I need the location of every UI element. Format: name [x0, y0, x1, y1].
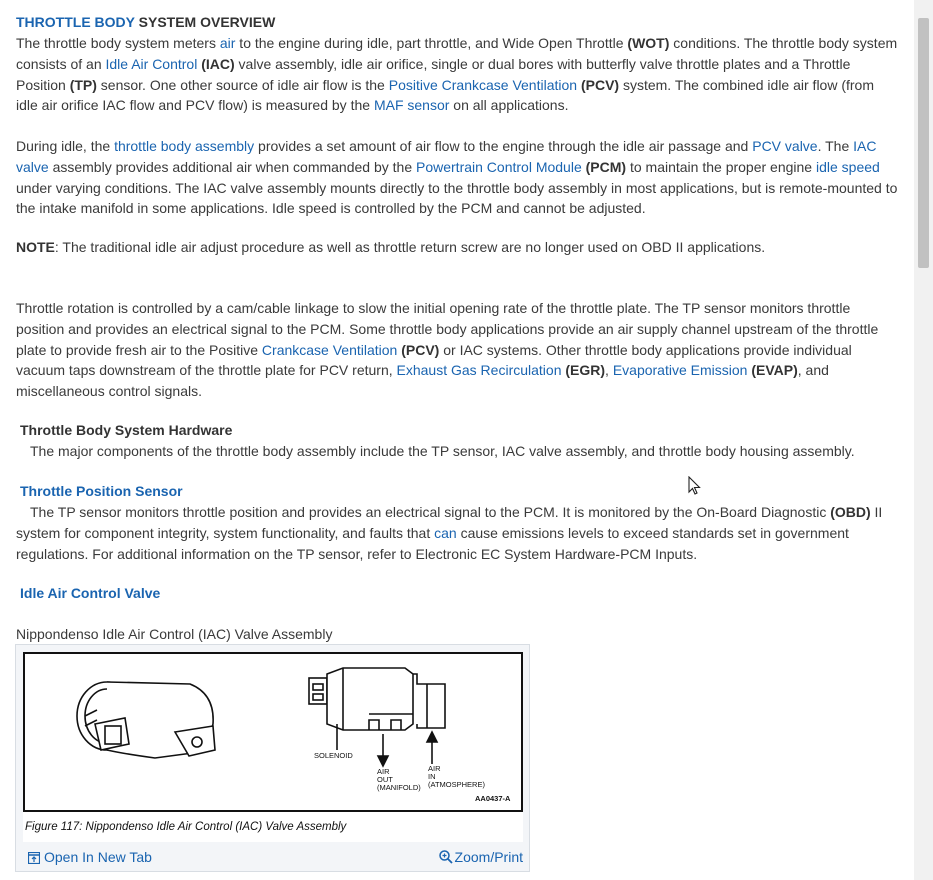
air-link[interactable]: air	[219, 35, 236, 51]
note-label: NOTE	[16, 239, 55, 255]
idle-air-control-link[interactable]: Idle Air Control	[105, 55, 198, 72]
label-air-out-3: (MANIFOLD)	[377, 783, 421, 792]
figure-title: Nippondenso Idle Air Control (IAC) Valve Assembly	[16, 626, 333, 642]
idle-paragraph	[16, 136, 898, 219]
label-solenoid: SOLENOID	[314, 751, 353, 760]
text: to the engine during idle, part throttle, and Wide Open Throttle	[235, 35, 628, 51]
maf-sensor-link[interactable]: MAF sensor	[373, 97, 450, 114]
hardware-paragraph: The major components of the throttle body assembly include the TP sensor, IAC valve assembly, and throttle body housing assembly.	[30, 443, 855, 459]
evap-link[interactable]: Evaporative Emission	[612, 362, 748, 379]
zoom-print-button[interactable]	[439, 845, 523, 869]
iac-valve-link[interactable]: IAC valve	[16, 138, 877, 175]
open-in-new-tab-label: Open In New Tab	[44, 849, 152, 865]
note-text: : The traditional idle air adjust procedure as well as throttle return screw are no longer used on OBD II applications.	[54, 239, 766, 255]
abbr-pcv: (PCV)	[577, 76, 620, 93]
mouse-pointer-icon	[688, 476, 702, 496]
hardware-heading: Throttle Body System Hardware	[20, 422, 233, 438]
abbr-wot: (WOT)	[627, 35, 670, 51]
text: ,	[605, 362, 613, 379]
text: provides a set amount of air flow to the engine through the idle air passage and	[254, 138, 753, 154]
tps-heading[interactable]: Throttle Position Sensor	[20, 483, 183, 499]
vertical-scrollbar[interactable]	[914, 0, 933, 880]
tps-paragraph	[16, 502, 898, 564]
overview-paragraph	[16, 33, 898, 116]
text: to maintain the proper engine	[626, 158, 816, 175]
text: or IAC systems. Other throttle body applications provide individual vacuum taps downstream of the throttle plate for PCV return,	[16, 341, 852, 379]
throttle-body-assembly-link[interactable]: throttle body assembly	[114, 138, 255, 154]
label-air-out-2: OUT	[377, 775, 393, 784]
page-title	[16, 12, 275, 33]
text: , and miscellaneous control signals.	[16, 362, 829, 400]
throttle-rotation-paragraph	[16, 298, 898, 402]
pcm-link[interactable]: Powertrain Control Module	[416, 158, 582, 175]
open-new-tab-icon	[28, 852, 40, 864]
abbr-egr: (EGR)	[561, 362, 606, 379]
scrollbar-thumb[interactable]	[918, 18, 929, 268]
iac-heading[interactable]: Idle Air Control Valve	[20, 585, 161, 601]
label-air-in-2: IN	[428, 772, 436, 781]
abbr-evap: (EVAP)	[747, 362, 798, 379]
zoom-in-icon	[439, 850, 453, 864]
can-link[interactable]: can	[434, 524, 457, 541]
abbr-pcm: (PCM)	[581, 158, 627, 175]
label-air-in-3: (ATMOSPHERE)	[428, 780, 485, 789]
pcv-link[interactable]: Positive Crankcase Ventilation	[388, 76, 578, 93]
text: under varying conditions. The IAC valve assembly mounts directly to the throttle body assembly in most applications, but is remote-mounted to the intake manifold in some applications. Idle speed is controlled by the PCM and cannot be adjusted.	[16, 179, 898, 217]
text: system. The combined idle air flow (from idle air orifice IAC flow and PCV flow) is measured by the	[16, 76, 875, 114]
text: II system for component integrity, system functionality, and faults that	[16, 504, 883, 541]
abbr-tp: (TP)	[69, 76, 97, 93]
figure-container	[15, 644, 530, 872]
text: Throttle rotation is controlled by a cam/cable linkage to slow the initial opening rate of the throttle plate. The TP sensor monitors throttle position and provides an electrical signal to the PCM. Some throttle body applications provide an air supply channel upstream of the throttle plate to provide fresh air to the Positive	[16, 300, 879, 358]
figure-code: AA0437-A	[475, 794, 511, 803]
text: cause emissions levels to exceed standards set in government regulations. For additional information on the TP sensor, refer to Electronic EC System Hardware-PCM Inputs.	[16, 524, 849, 562]
open-in-new-tab-button[interactable]	[28, 845, 152, 869]
iac-valve-diagram	[25, 654, 521, 810]
label-air-out-1: AIR	[377, 767, 390, 776]
page-title-rest: SYSTEM OVERVIEW	[134, 14, 276, 30]
figure-caption: Figure 117: Nippondenso Idle Air Control (IAC) Valve Assembly	[23, 812, 523, 842]
figure-toolbar	[23, 845, 523, 869]
egr-link[interactable]: Exhaust Gas Recirculation	[396, 362, 562, 379]
text: valve assembly, idle air orifice, single or dual bores with butterfly valve throttle plates and a Throttle Position	[16, 55, 851, 93]
text: The throttle body system meters	[16, 35, 220, 51]
text: During idle, the	[16, 138, 115, 154]
abbr-obd: (OBD)	[830, 504, 871, 520]
text: . The	[817, 138, 854, 154]
label-air-in-1: AIR	[428, 764, 441, 773]
abbr-iac: (IAC)	[197, 55, 235, 72]
zoom-print-label: Zoom/Print	[454, 849, 523, 865]
pcv-valve-link[interactable]: PCV valve	[752, 138, 818, 154]
throttle-body-link[interactable]: THROTTLE BODY	[16, 14, 135, 30]
text: assembly provides additional air when commanded by the	[48, 158, 416, 175]
idle-speed-link[interactable]: idle speed	[815, 158, 880, 175]
text: on all applications.	[449, 97, 569, 114]
note-paragraph	[16, 237, 765, 258]
crankcase-ventilation-link[interactable]: Crankcase Ventilation	[261, 341, 398, 358]
figure-image[interactable]	[23, 652, 523, 812]
text: sensor. One other source of idle air flow is the	[96, 76, 389, 93]
text: conditions. The throttle body system consists of an	[16, 35, 898, 72]
text: The TP sensor monitors throttle position and provides an electrical signal to the PCM. It is monitored by the On-Board Diagnostic	[30, 504, 831, 520]
abbr-pcv: (PCV)	[397, 341, 440, 358]
